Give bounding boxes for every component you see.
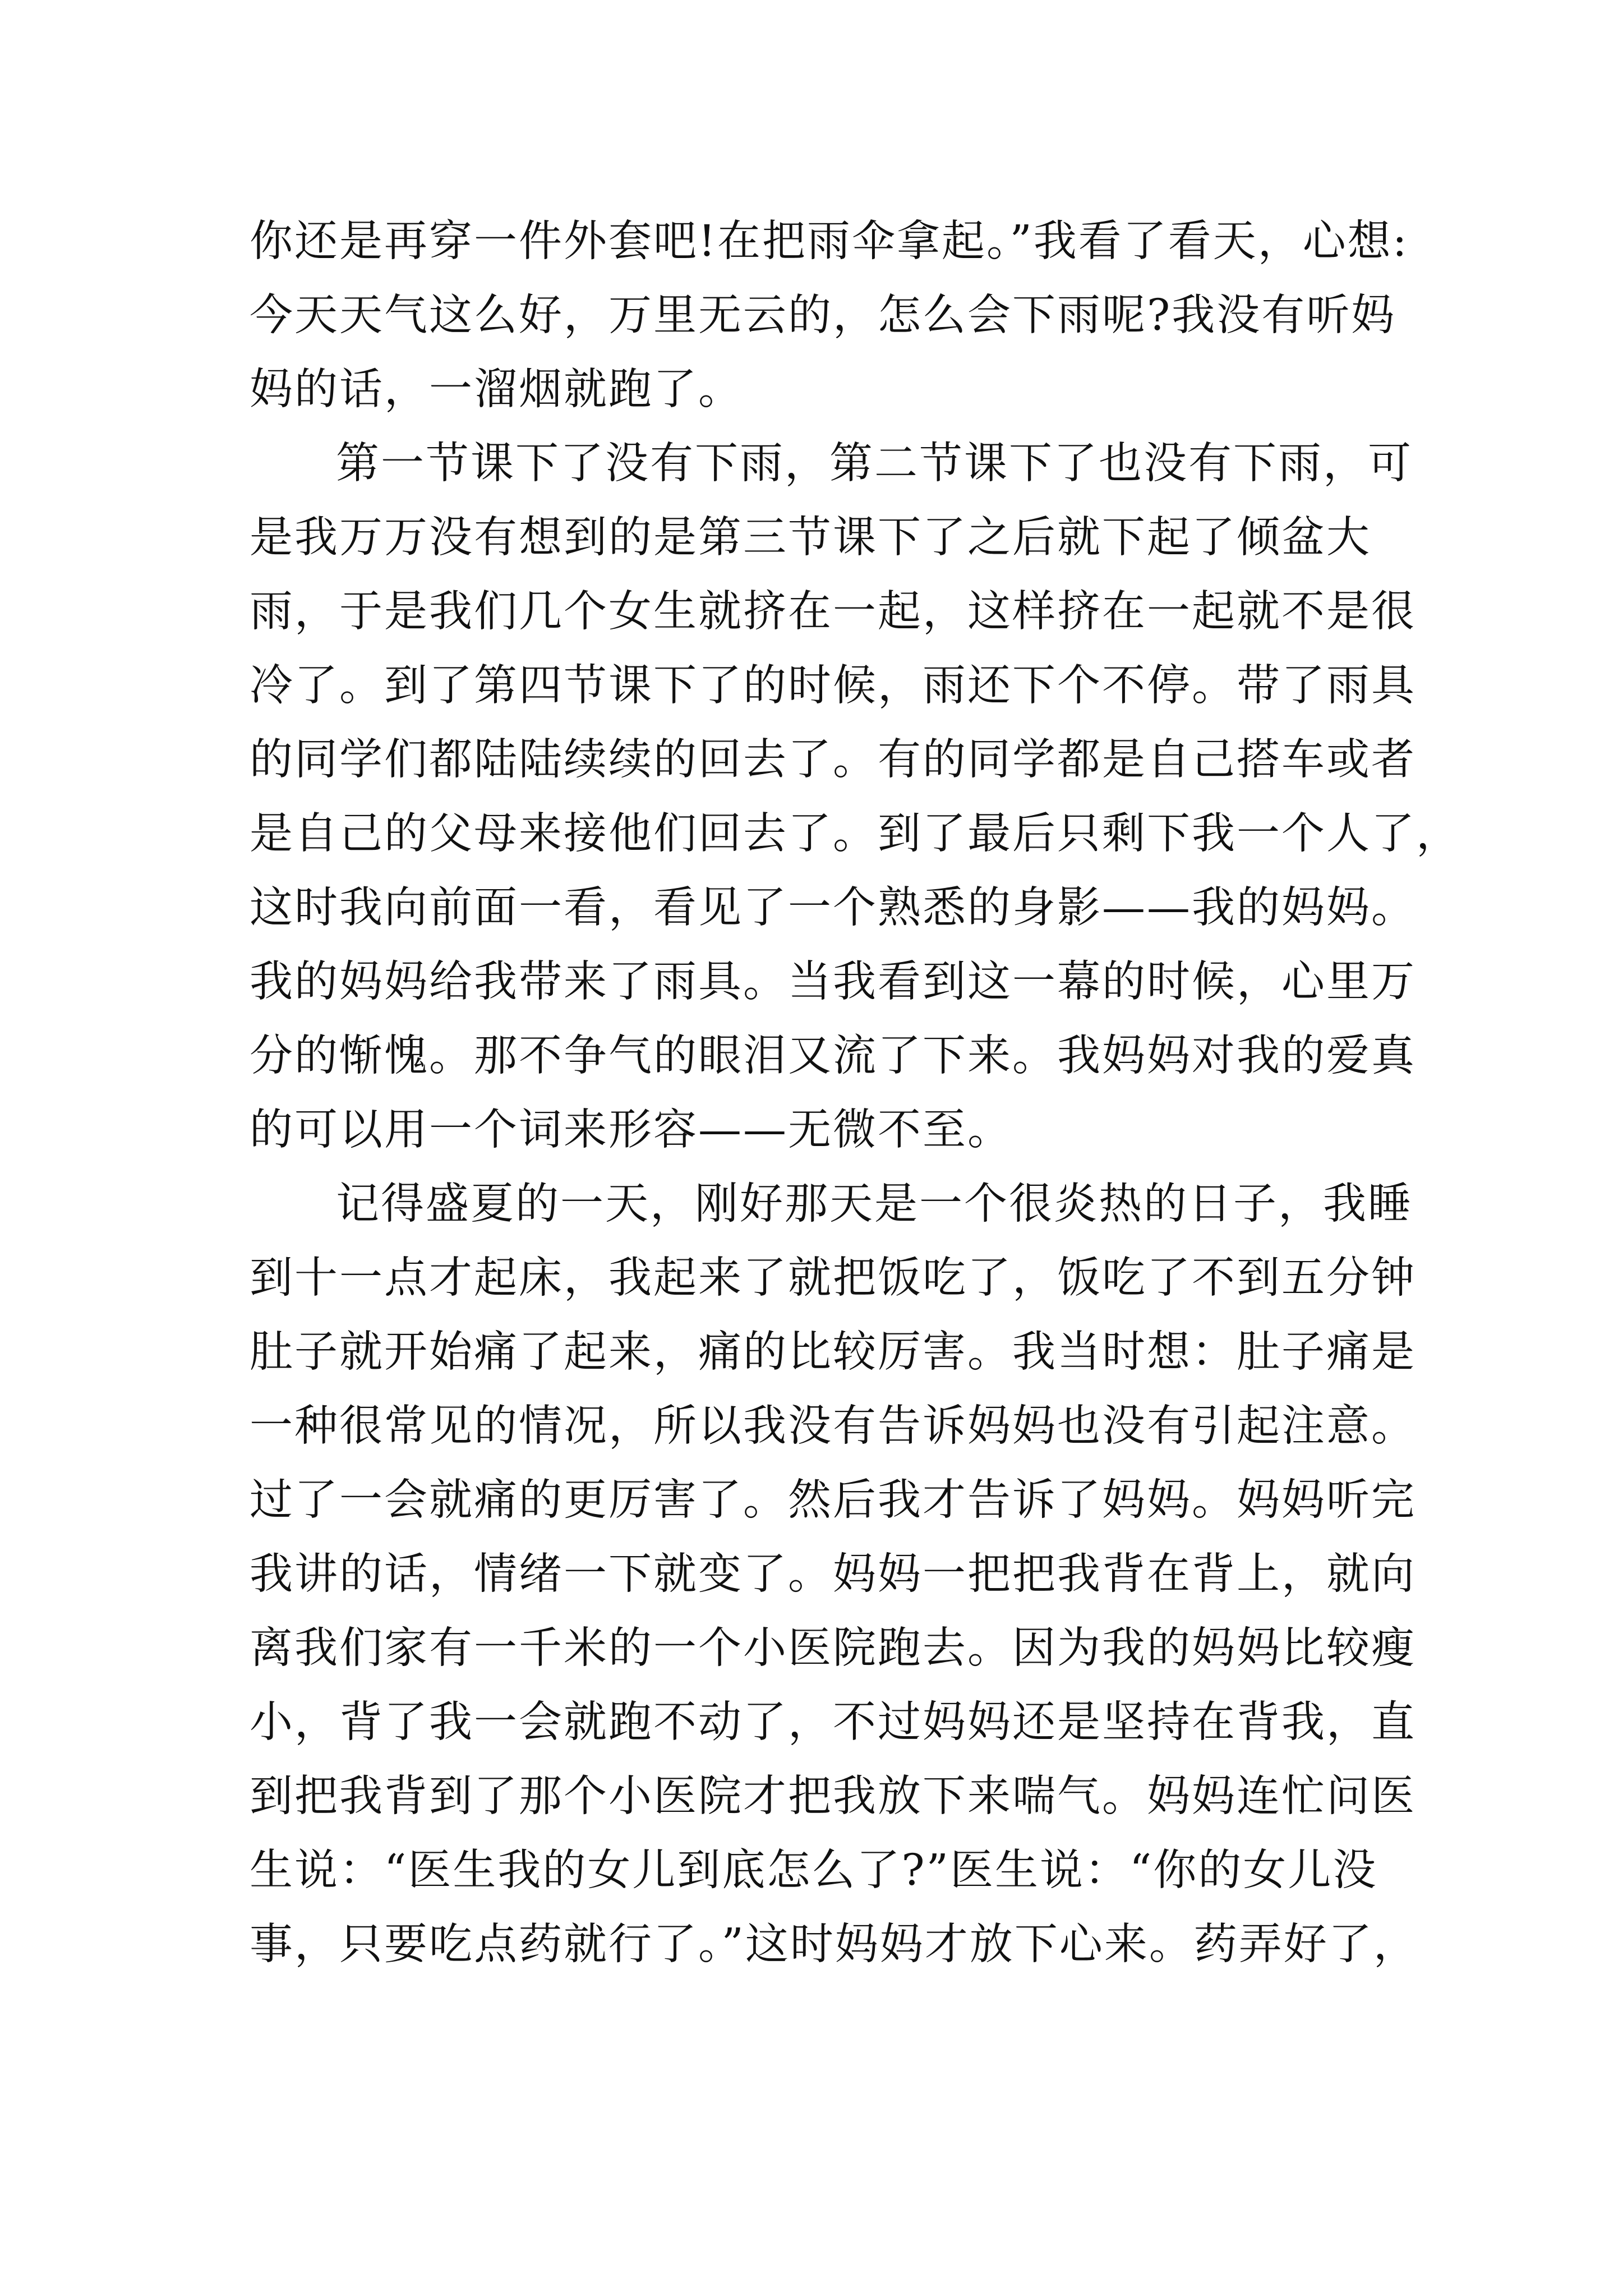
text-line: 雨，于是我们几个女生就挤在一起，这样挤在一起就不是很 xyxy=(250,587,1416,637)
text-line: 你还是再穿一件外套吧!在把雨伞拿起。”我看了看天，心想: xyxy=(250,217,1409,266)
text-line: 肚子就开始痛了起来，痛的比较厉害。我当时想：肚子痛是 xyxy=(250,1327,1416,1377)
text-line: 离我们家有一千米的一个小医院跑去。因为我的妈妈比较瘦 xyxy=(250,1623,1416,1673)
paragraph-start-line: 记得盛夏的一天，刚好那天是一个很炎热的日子，我睡 xyxy=(336,1179,1413,1229)
text-line: 今天天气这么好，万里无云的，怎么会下雨呢?我没有听妈 xyxy=(250,291,1396,341)
text-line: 我讲的话，情绪一下就变了。妈妈一把把我背在背上，就向 xyxy=(250,1549,1416,1599)
text-line: 到十一点才起床，我起来了就把饭吃了，饭吃了不到五分钟 xyxy=(250,1253,1416,1303)
text-line: 过了一会就痛的更厉害了。然后我才告诉了妈妈。妈妈听完 xyxy=(250,1475,1416,1525)
text-line: 到把我背到了那个小医院才把我放下来喘气。妈妈连忙问医 xyxy=(250,1772,1416,1821)
paragraph-start-line: 第一节课下了没有下雨，第二节课下了也没有下雨，可 xyxy=(336,439,1413,489)
text-line: 冷了。到了第四节课下了的时候，雨还下个不停。带了雨具 xyxy=(250,661,1416,711)
text-line: 分的惭愧。那不争气的眼泪又流了下来。我妈妈对我的爱真 xyxy=(250,1031,1416,1081)
text-line: 一种很常见的情况，所以我没有告诉妈妈也没有引起注意。 xyxy=(250,1401,1416,1451)
text-line: 的同学们都陆陆续续的回去了。有的同学都是自己搭车或者 xyxy=(250,735,1416,785)
text-line: 这时我向前面一看，看见了一个熟悉的身影——我的妈妈。 xyxy=(250,883,1416,933)
text-line: 小，背了我一会就跑不动了，不过妈妈还是坚持在背我，直 xyxy=(250,1697,1416,1747)
text-line: 我的妈妈给我带来了雨具。当我看到这一幕的时候，心里万 xyxy=(250,957,1416,1007)
body-text xyxy=(250,205,1461,1982)
text-line: 是自己的父母来接他们回去了。到了最后只剩下我一个人了， xyxy=(250,809,1461,859)
text-line: 的可以用一个词来形容——无微不至。 xyxy=(250,1105,1012,1155)
text-line: 事，只要吃点药就行了。”这时妈妈才放下心来。药弄好了， xyxy=(250,1920,1418,1970)
text-line: 生说：“医生我的女儿到底怎么了?”医生说：“你的女儿没 xyxy=(250,1846,1378,1895)
text-line: 是我万万没有想到的是第三节课下了之后就下起了倾盆大 xyxy=(250,513,1371,563)
text-line: 妈的话，一溜烟就跑了。 xyxy=(250,365,743,415)
